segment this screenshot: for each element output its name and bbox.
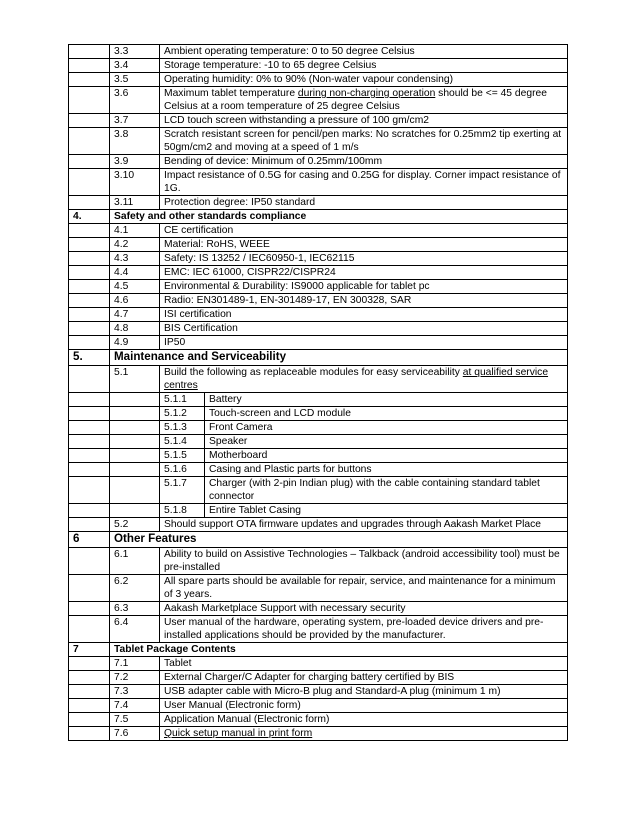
section-number-cell [69, 280, 110, 294]
table-row [69, 616, 568, 643]
subitem-table [164, 477, 563, 503]
subitem-number: 5.1.6 [164, 463, 205, 476]
section-number-cell [69, 266, 110, 280]
section-number-cell [69, 548, 110, 575]
section-number-cell: 5. [69, 350, 110, 366]
table-row [69, 59, 568, 73]
item-text: Application Manual (Electronic form) [160, 713, 568, 727]
subitem-row [69, 407, 568, 421]
table-row [69, 224, 568, 238]
item-text: Ambient operating temperature: 0 to 50 degree Celsius [160, 45, 568, 59]
item-number: 3.7 [110, 114, 160, 128]
subitem-table [164, 449, 563, 462]
item-text: Scratch resistant screen for pencil/pen marks: No scratches for 0.25mm2 tip exerting at 50gm/cm2 and moving at a speed of 1 m/s [160, 128, 568, 155]
section-number-cell [69, 114, 110, 128]
item-text: Material: RoHS, WEEE [160, 238, 568, 252]
item-number: 4.4 [110, 266, 160, 280]
item-number [110, 435, 160, 449]
item-text: EMC: IEC 61000, CISPR22/CISPR24 [160, 266, 568, 280]
subitem-row [69, 449, 568, 463]
item-text: IP50 [160, 336, 568, 350]
table-row [69, 87, 568, 114]
item-text [160, 393, 568, 407]
item-text: Should support OTA firmware updates and upgrades through Aakash Market Place [160, 518, 568, 532]
section-number-cell [69, 366, 110, 393]
section-number-cell [69, 322, 110, 336]
item-text: ISI certification [160, 308, 568, 322]
section-number-cell [69, 336, 110, 350]
section-number-cell [69, 602, 110, 616]
section-number-cell [69, 294, 110, 308]
subitem-table [164, 407, 563, 420]
subitem-table [164, 435, 563, 448]
subitem-number: 5.1.5 [164, 449, 205, 462]
subitem-table [164, 421, 563, 434]
item-number: 4.1 [110, 224, 160, 238]
item-text: Aakash Marketplace Support with necessary security [160, 602, 568, 616]
item-number: 6.2 [110, 575, 160, 602]
item-text: BIS Certification [160, 322, 568, 336]
item-text: Operating humidity: 0% to 90% (Non-water vapour condensing) [160, 73, 568, 87]
item-text [160, 477, 568, 504]
table-row [69, 155, 568, 169]
item-text [160, 87, 568, 114]
section-number-cell [69, 421, 110, 435]
table-row [69, 518, 568, 532]
table-row [69, 671, 568, 685]
table-row [69, 366, 568, 393]
item-number [110, 421, 160, 435]
item-number: 6.3 [110, 602, 160, 616]
item-text: LCD touch screen withstanding a pressure of 100 gm/cm2 [160, 114, 568, 128]
section-title: Tablet Package Contents [110, 643, 568, 657]
section-number-cell [69, 727, 110, 741]
section-number-cell [69, 45, 110, 59]
item-text: Radio: EN301489-1, EN-301489-17, EN 300328, SAR [160, 294, 568, 308]
item-text: Ability to build on Assistive Technologies – Talkback (android accessibility tool) must be pre-installed [160, 548, 568, 575]
table-row [69, 73, 568, 87]
table-row [69, 575, 568, 602]
table-row [69, 196, 568, 210]
item-number: 3.3 [110, 45, 160, 59]
section-number-cell: 4. [69, 210, 110, 224]
table-row [69, 548, 568, 575]
specification-table [68, 44, 568, 741]
item-text: Protection degree: IP50 standard [160, 196, 568, 210]
section-number-cell: 6 [69, 532, 110, 548]
subitem-row [69, 393, 568, 407]
table-row [69, 169, 568, 196]
underlined-text: at qualified service centres [164, 367, 549, 391]
table-row [69, 280, 568, 294]
section-number-cell [69, 463, 110, 477]
item-number: 3.11 [110, 196, 160, 210]
item-text-part: should be <= 45 degree Celsius at a room temperature of 25 degree Celsius [164, 88, 547, 112]
section-number-cell [69, 169, 110, 196]
subitem-text: Speaker [209, 436, 248, 447]
table-row [69, 727, 568, 741]
item-number: 7.2 [110, 671, 160, 685]
table-row [69, 238, 568, 252]
subitem-number: 5.1.1 [164, 393, 205, 406]
item-text [160, 407, 568, 421]
section-title: Maintenance and Serviceability [110, 350, 568, 366]
item-number: 4.3 [110, 252, 160, 266]
table-row [69, 657, 568, 671]
item-number: 5.2 [110, 518, 160, 532]
item-text-part: Build the following as replaceable modules for easy serviceability [164, 367, 463, 378]
subitem-text: Motherboard [209, 450, 268, 461]
section-number-cell [69, 518, 110, 532]
table-row [69, 336, 568, 350]
section-row [69, 210, 568, 224]
table-row [69, 713, 568, 727]
subitem-text: Casing and Plastic parts for buttons [209, 464, 372, 475]
specification-table-body [69, 45, 568, 741]
subitem-text: Charger (with 2-pin Indian plug) with the cable containing standard tablet connector [209, 478, 540, 502]
item-text: USB adapter cable with Micro-B plug and Standard-A plug (minimum 1 m) [160, 685, 568, 699]
section-number-cell [69, 671, 110, 685]
table-row [69, 266, 568, 280]
section-number-cell [69, 699, 110, 713]
subitem-number: 5.1.2 [164, 407, 205, 420]
section-row [69, 350, 568, 366]
section-row [69, 643, 568, 657]
section-number-cell [69, 87, 110, 114]
item-number: 7.1 [110, 657, 160, 671]
item-text: Environmental & Durability: IS9000 applicable for tablet pc [160, 280, 568, 294]
item-text [160, 435, 568, 449]
item-number: 3.6 [110, 87, 160, 114]
table-row [69, 602, 568, 616]
section-row [69, 532, 568, 548]
subitem-row [69, 504, 568, 518]
subitem-number: 5.1.7 [164, 477, 205, 503]
section-number-cell [69, 685, 110, 699]
subitem-text: Entire Tablet Casing [209, 505, 301, 516]
item-number [110, 393, 160, 407]
item-number: 6.1 [110, 548, 160, 575]
item-number: 7.3 [110, 685, 160, 699]
item-number [110, 477, 160, 504]
section-number-cell [69, 238, 110, 252]
item-text: All spare parts should be available for repair, service, and maintenance for a minimum of 3 years. [160, 575, 568, 602]
table-row [69, 699, 568, 713]
underlined-text: Quick setup manual in print form [164, 728, 313, 739]
item-text [160, 449, 568, 463]
item-number: 6.4 [110, 616, 160, 643]
item-number: 4.9 [110, 336, 160, 350]
section-number-cell [69, 449, 110, 463]
subitem-text: Front Camera [209, 422, 273, 433]
section-number-cell [69, 196, 110, 210]
subitem-row [69, 435, 568, 449]
item-number [110, 407, 160, 421]
section-number-cell [69, 224, 110, 238]
table-row [69, 294, 568, 308]
item-text: User Manual (Electronic form) [160, 699, 568, 713]
item-number [110, 504, 160, 518]
table-row [69, 685, 568, 699]
section-number-cell [69, 308, 110, 322]
subitem-text: Touch-screen and LCD module [209, 408, 351, 419]
item-text [160, 727, 568, 741]
subitem-text: Battery [209, 394, 242, 405]
item-number: 7.6 [110, 727, 160, 741]
subitem-row [69, 421, 568, 435]
section-title: Other Features [110, 532, 568, 548]
item-number: 5.1 [110, 366, 160, 393]
section-number-cell [69, 616, 110, 643]
section-number-cell [69, 504, 110, 518]
item-number: 3.4 [110, 59, 160, 73]
subitem-number: 5.1.4 [164, 435, 205, 448]
item-number: 3.10 [110, 169, 160, 196]
subitem-row [69, 477, 568, 504]
subitem-number: 5.1.8 [164, 504, 205, 517]
item-text [160, 504, 568, 518]
table-row [69, 128, 568, 155]
section-number-cell [69, 393, 110, 407]
item-number: 7.4 [110, 699, 160, 713]
item-number: 3.8 [110, 128, 160, 155]
section-number-cell [69, 59, 110, 73]
item-number [110, 449, 160, 463]
section-number-cell [69, 657, 110, 671]
table-row [69, 45, 568, 59]
item-number [110, 463, 160, 477]
item-text [160, 421, 568, 435]
underlined-text: during non-charging operation [297, 88, 436, 99]
subitem-row [69, 463, 568, 477]
section-number-cell [69, 252, 110, 266]
section-title: Safety and other standards compliance [110, 210, 568, 224]
item-text: Storage temperature: -10 to 65 degree Celsius [160, 59, 568, 73]
item-number: 3.5 [110, 73, 160, 87]
subitem-table [164, 393, 563, 406]
item-text-part: Maximum tablet temperature [164, 88, 298, 99]
section-number-cell [69, 435, 110, 449]
item-text: Safety: IS 13252 / IEC60950-1, IEC62115 [160, 252, 568, 266]
item-number: 4.2 [110, 238, 160, 252]
section-number-cell [69, 73, 110, 87]
item-number: 3.9 [110, 155, 160, 169]
section-number-cell [69, 155, 110, 169]
section-number-cell: 7 [69, 643, 110, 657]
item-text: Bending of device: Minimum of 0.25mm/100mm [160, 155, 568, 169]
item-number: 4.6 [110, 294, 160, 308]
section-number-cell [69, 407, 110, 421]
item-text: User manual of the hardware, operating system, pre-loaded device drivers and pre-installed applications should be provided by the manufacturer. [160, 616, 568, 643]
subitem-number: 5.1.3 [164, 421, 205, 434]
item-text: Tablet [160, 657, 568, 671]
item-text: Impact resistance of 0.5G for casing and 0.25G for display. Corner impact resistance of 1G. [160, 169, 568, 196]
section-number-cell [69, 713, 110, 727]
item-number: 7.5 [110, 713, 160, 727]
table-row [69, 322, 568, 336]
item-text [160, 366, 568, 393]
table-row [69, 114, 568, 128]
item-text: External Charger/C Adapter for charging battery certified by BIS [160, 671, 568, 685]
table-row [69, 252, 568, 266]
item-number: 4.7 [110, 308, 160, 322]
item-text [160, 463, 568, 477]
item-text: CE certification [160, 224, 568, 238]
table-row [69, 308, 568, 322]
item-number: 4.8 [110, 322, 160, 336]
section-number-cell [69, 477, 110, 504]
item-number: 4.5 [110, 280, 160, 294]
subitem-table [164, 463, 563, 476]
section-number-cell [69, 128, 110, 155]
subitem-table [164, 504, 563, 517]
section-number-cell [69, 575, 110, 602]
